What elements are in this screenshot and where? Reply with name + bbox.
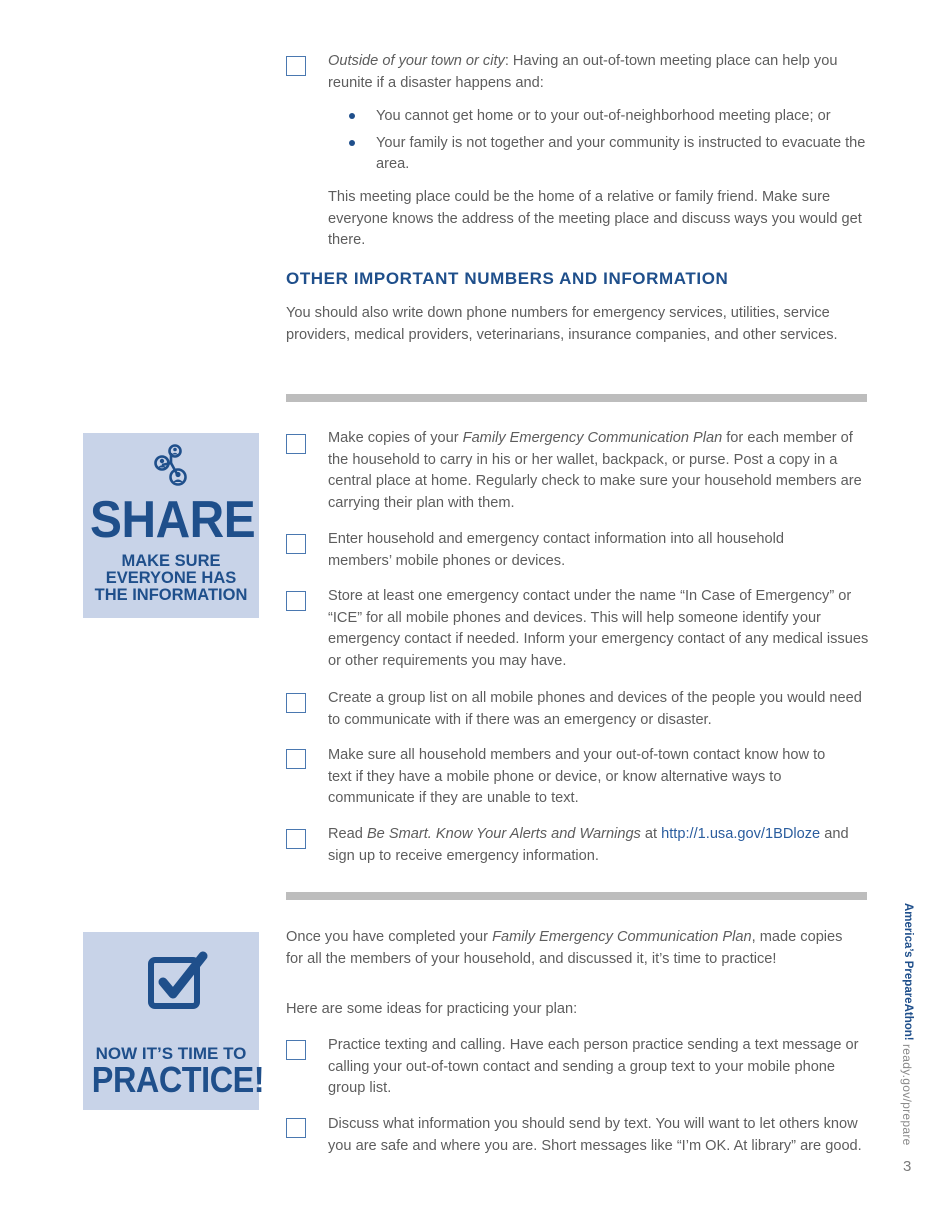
checkmark-box-icon bbox=[143, 946, 213, 1016]
checkbox-share-4[interactable] bbox=[286, 693, 306, 713]
share-subtitle-line: EVERYONE HAS bbox=[105, 569, 237, 587]
share-subtitle-line: THE INFORMATION bbox=[94, 586, 248, 604]
share-title: SHARE bbox=[90, 491, 256, 549]
bullet-dot bbox=[349, 140, 355, 146]
practice-item-2: Discuss what information you should send by text. You will want to let others know you are safe and where you are. Short messages like “I’m OK. At library” are good. bbox=[328, 1116, 862, 1154]
divider bbox=[286, 892, 867, 900]
checkbox-share-3[interactable] bbox=[286, 591, 306, 611]
share-subtitle-line: MAKE SURE bbox=[121, 552, 221, 570]
checkbox-share-1[interactable] bbox=[286, 434, 306, 454]
divider bbox=[286, 394, 867, 402]
section-heading-other-numbers: OTHER IMPORTANT NUMBERS AND INFORMATION bbox=[286, 269, 729, 288]
other-numbers-body: You should also write down phone numbers for emergency services, utilities, service providers, medical providers, veterinarians, insurance companies, and other services. bbox=[286, 305, 838, 343]
share-item-6: Read Be Smart. Know Your Alerts and Warnings at http://1.usa.gov/1BDloze and sign up to receive emergency information. bbox=[328, 826, 849, 864]
practice-big-title: PRACTICE! bbox=[91, 1059, 265, 1100]
bullet-item: You cannot get home or to your out-of-neighborhood meeting place; or bbox=[376, 108, 831, 124]
brand-name: America’s PrepareAthon! bbox=[902, 903, 914, 1041]
checkbox-share-5[interactable] bbox=[286, 749, 306, 769]
checkbox-practice-2[interactable] bbox=[286, 1118, 306, 1138]
outside-town-paragraph: Outside of your town or city: Having an out-of-town meeting place can help you reunite if a disaster happens and: bbox=[328, 53, 838, 91]
share-item-4: Create a group list on all mobile phones and devices of the people you would need to communicate with if there was an emergency or disaster. bbox=[328, 690, 862, 728]
checkbox-practice-1[interactable] bbox=[286, 1040, 306, 1060]
bullet-dot bbox=[349, 113, 355, 119]
share-item-5: Make sure all household members and your out-of-town contact know how to text if they have a mobile phone or device, or know alternative ways to communicate if they are unable to text. bbox=[328, 747, 826, 807]
network-people-icon bbox=[149, 443, 193, 487]
share-item-2: Enter household and emergency contact information into all household members’ mobile phones or devices. bbox=[328, 531, 784, 569]
share-item-3: Store at least one emergency contact under the name “In Case of Emergency” or “ICE” for all mobile phones and devices. This will help someone identify your emergency contact if needed. Inform your emergency contact of any medical issues or other requirements you may have. bbox=[328, 588, 869, 669]
checkbox-share-6[interactable] bbox=[286, 829, 306, 849]
practice-ideas-label: Here are some ideas for practicing your plan: bbox=[286, 1001, 578, 1017]
alerts-warnings-link[interactable]: http://1.usa.gov/1BDloze bbox=[661, 826, 821, 842]
checkbox-outside-town[interactable] bbox=[286, 56, 306, 76]
practice-intro: Once you have completed your Family Emergency Communication Plan, made copies for all the members of your household, and discussed it, it’s time to practice! bbox=[286, 929, 843, 967]
share-subtitle bbox=[83, 553, 259, 604]
practice-item-1: Practice texting and calling. Have each person practice sending a text message or calling your out-of-town contact and sending a group text to your mobile phone group list. bbox=[328, 1037, 859, 1097]
meeting-place-note: This meeting place could be the home of a relative or family friend. Make sure everyone knows the address of the meeting place and discuss ways you would get there. bbox=[328, 189, 862, 249]
share-panel bbox=[83, 433, 259, 618]
practice-panel bbox=[83, 932, 265, 1110]
share-item-1: Make copies of your Family Emergency Communication Plan for each member of the household to carry in his or her wallet, backpack, or purse. Post a copy in a central place at home. Regularly check to make sure your household members are carrying their plan with them. bbox=[328, 430, 862, 511]
practice-small-title: NOW IT’S TIME TO bbox=[95, 1044, 247, 1063]
site-url: ready.gov/prepare bbox=[900, 1044, 914, 1146]
page-number: 3 bbox=[903, 1158, 912, 1175]
checkbox-share-2[interactable] bbox=[286, 534, 306, 554]
bullet-item: Your family is not together and your community is instructed to evacuate the area. bbox=[376, 135, 866, 172]
